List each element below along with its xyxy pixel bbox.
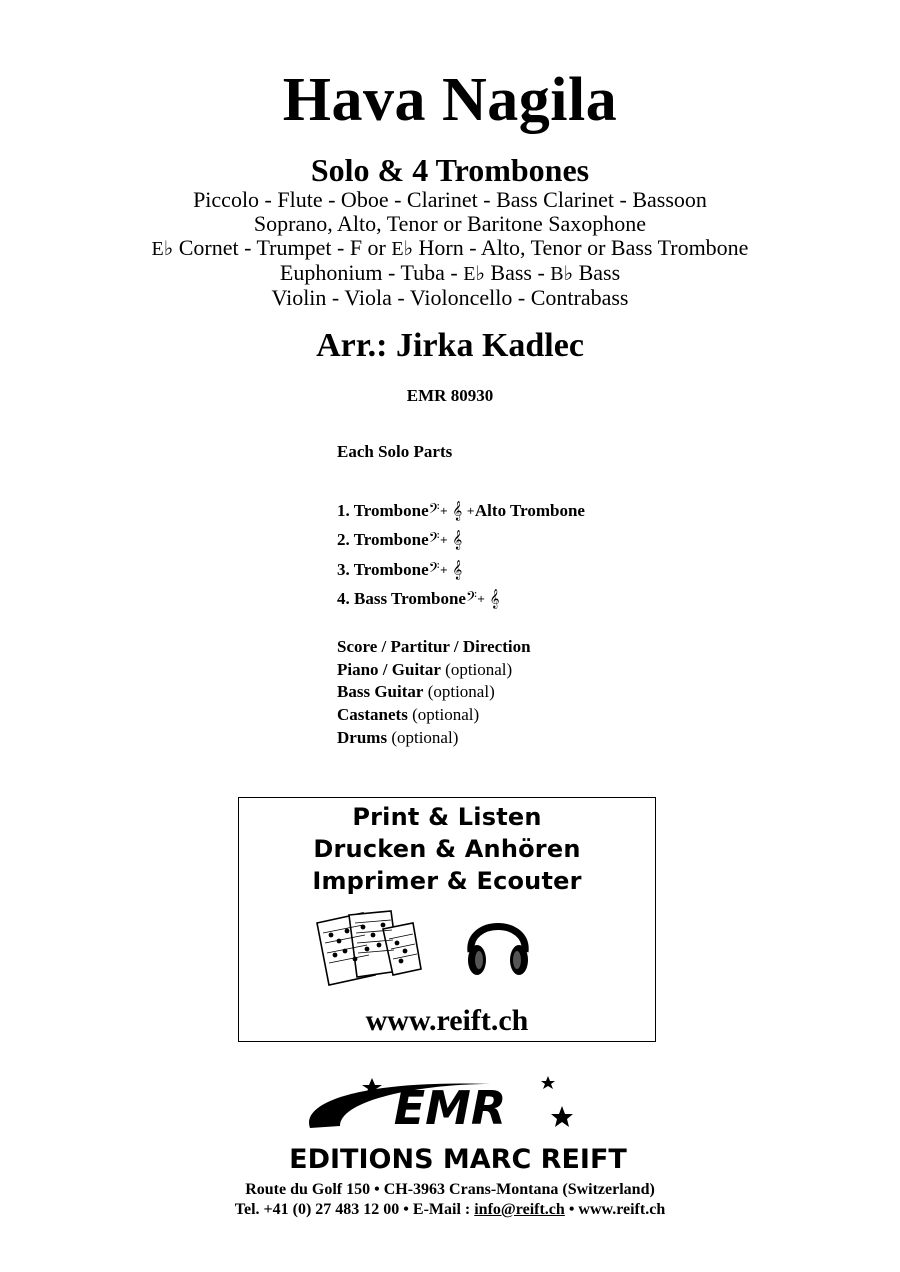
other-part-4 [337, 704, 479, 726]
solo-part-4 [337, 588, 500, 611]
instrument-text: Horn - Alto, Tenor or Bass Trombone [413, 235, 749, 260]
treble-clef-icon: 𝄞 [452, 530, 463, 550]
address-line: Route du Golf 150 • CH-3963 Crans-Montana (Switzerland) [245, 1181, 655, 1198]
page-title: Hava Nagila [282, 66, 618, 134]
plus-sign: + [439, 565, 448, 576]
part-label: 4. Bass Trombone [337, 589, 466, 608]
part-extra: Alto Trombone [474, 501, 585, 520]
other-part-2 [337, 659, 512, 681]
publisher-name [238, 1140, 678, 1174]
part-label: Piano / Guitar [337, 660, 441, 679]
instrument-list [0, 188, 900, 310]
catalog-code: EMR 80930 [406, 386, 494, 405]
part-label: Drums [337, 728, 388, 747]
instrument-text: Bass [573, 260, 621, 285]
treble-clef-icon: 𝄞 [489, 589, 500, 609]
instrument-text: Bass - [484, 260, 551, 285]
optional-note: (optional) [391, 728, 459, 747]
part-label: 3. Trombone [337, 560, 429, 579]
promo-line-1: Print & Listen [352, 803, 542, 831]
part-label: 1. Trombone [337, 501, 429, 520]
instrument-line-5: Violin - Viola - Violoncello - Contrabass [271, 285, 629, 310]
bass-clef-icon: 𝄢 [465, 589, 477, 609]
part-label: Score / Partitur / Direction [337, 637, 531, 656]
solo-part-2 [337, 529, 462, 552]
other-part-1 [337, 636, 531, 658]
part-label: 2. Trombone [337, 530, 429, 549]
optional-note: (optional) [412, 705, 480, 724]
plus-sign: + [466, 506, 475, 517]
solo-part-1 [337, 500, 585, 523]
flat-symbol: E♭ [151, 238, 174, 260]
promo-line-3: Imprimer & Ecouter [312, 867, 582, 895]
optional-note: (optional) [445, 660, 513, 679]
plus-sign: + [439, 506, 448, 517]
phone-text: Tel. +41 (0) 27 483 12 00 • E-Mail : [234, 1201, 475, 1218]
instrument-line-3 [0, 236, 900, 261]
instrument-text: Euphonium - Tuba - [279, 260, 464, 285]
flat-symbol: B♭ [550, 263, 574, 285]
solo-part-3 [337, 559, 462, 582]
email-link[interactable]: info@reift.ch [474, 1201, 565, 1218]
plus-sign: + [476, 594, 486, 605]
optional-note: (optional) [427, 682, 495, 701]
parts-heading: Each Solo Parts [337, 442, 453, 461]
treble-clef-icon: 𝄞 [452, 560, 463, 580]
other-part-3 [337, 681, 495, 703]
publisher-text: EDITIONS MARC REIFT [289, 1144, 627, 1174]
bass-clef-icon: 𝄢 [428, 530, 440, 550]
website-text: • www.reift.ch [564, 1201, 666, 1218]
emr-logo [300, 1074, 600, 1136]
instrument-line-2: Soprano, Alto, Tenor or Baritone Saxophone [253, 211, 647, 236]
arranger: Arr.: Jirka Kadlec [316, 327, 584, 364]
plus-sign: + [439, 535, 448, 546]
subtitle: Solo & 4 Trombones [310, 152, 590, 188]
other-part-5 [337, 727, 458, 749]
instrument-text: Cornet - Trumpet - F or [173, 235, 392, 260]
bass-clef-icon: 𝄢 [428, 560, 440, 580]
part-label: Castanets [337, 705, 408, 724]
logo-mark-text: EMR [393, 1081, 507, 1135]
instrument-line-1: Piccolo - Flute - Oboe - Clarinet - Bass Clarinet - Bassoon [193, 187, 707, 212]
flat-symbol: E♭ [391, 238, 414, 260]
treble-clef-icon: 𝄞 [452, 501, 463, 521]
flat-symbol: E♭ [463, 263, 485, 285]
contact-line [0, 1200, 900, 1220]
bass-clef-icon: 𝄢 [428, 501, 440, 521]
print-listen-box [238, 797, 656, 1042]
sheet-music-icon [313, 905, 423, 987]
promo-line-2: Drucken & Anhören [313, 835, 581, 863]
part-label: Bass Guitar [337, 682, 424, 701]
promo-website: www.reift.ch [365, 1004, 529, 1037]
headphones-icon [463, 908, 533, 980]
instrument-line-4 [0, 261, 900, 286]
